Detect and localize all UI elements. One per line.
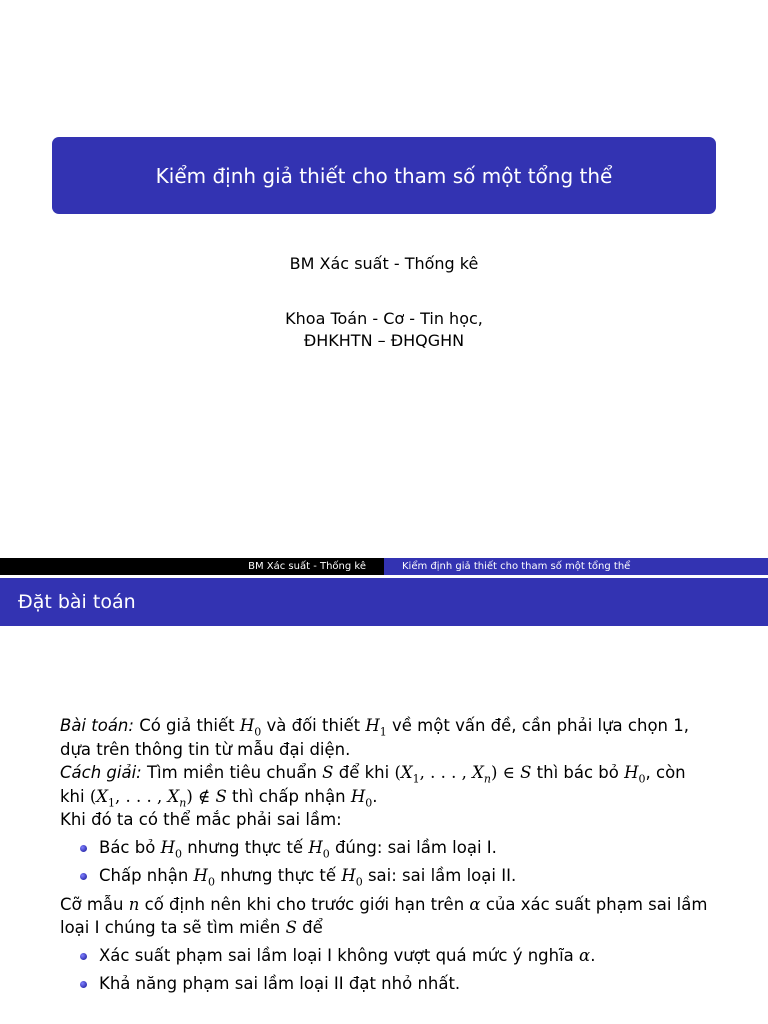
math-s: S: [322, 763, 334, 782]
footer-title: Kiểm định giả thiết cho tham số một tổng thể: [384, 558, 768, 575]
math-h0: $H_0$: [193, 866, 215, 889]
text-run: cố định nên khi cho trước giới hạn trên: [139, 894, 470, 914]
list-item: [80, 972, 740, 996]
math-h0: $H_0$: [239, 716, 262, 739]
text-run: Khả năng phạm sai lầm loại II đạt nhỏ nhất.: [99, 974, 461, 993]
error-types-list: [60, 836, 740, 888]
text-run: để: [296, 918, 323, 937]
list-item: [80, 864, 740, 888]
frame-title-bar: [0, 578, 768, 626]
text-run: Tìm miền tiêu chuẩn: [141, 763, 323, 782]
text-run: của xác suất phạm sai lầm: [480, 894, 708, 914]
math-s: S: [285, 918, 297, 937]
math-h0: $H_0$: [341, 866, 363, 889]
text-run: loại I chúng ta sẽ tìm miền: [60, 918, 286, 937]
math-h1: $H_1$: [365, 716, 387, 739]
frame-title: Đặt bài toán: [18, 591, 136, 613]
text-run: thì bác bỏ: [531, 763, 625, 782]
text-run: Xác suất phạm sai lầm loại I không vượt quá mức ý nghĩa: [99, 945, 580, 965]
list-item: [80, 944, 740, 968]
text-run: .: [590, 945, 596, 965]
text-run: nhưng thực tế: [214, 866, 342, 885]
criteria-list: [60, 944, 740, 996]
errors-intro: Khi đó ta có thể mắc phải sai lầm:: [60, 810, 342, 829]
text-run: Bác bỏ: [99, 837, 161, 857]
math-alpha: α: [579, 945, 591, 965]
math-sample-in-s: ($X_1$, . . . , $X_n$) ∈ S: [394, 763, 532, 786]
department-name: BM Xác suất - Thống kê: [289, 254, 479, 273]
problem-paragraph: [60, 714, 740, 761]
text-run: đúng: sai lầm loại I.: [329, 837, 497, 857]
slide-title: Kiểm định giả thiết cho tham số một tổng thể: [155, 163, 613, 188]
text-run: .: [372, 786, 378, 806]
slide-body: [60, 714, 740, 1001]
solution-paragraph: [60, 761, 740, 808]
text-run: để khi: [333, 763, 395, 782]
math-sample-notin-s: ($X_1$, . . . , $X_n$) ∉ S: [89, 786, 227, 809]
faculty-line-2: ĐHKHTN – ĐHQGHN: [303, 331, 465, 350]
text-run: Có giả thiết: [133, 716, 240, 735]
solution-label: Cách giải:: [60, 763, 142, 782]
math-h0: $H_0$: [308, 837, 330, 860]
text-run: về một vấn đề, cần phải lựa chọn 1,: [386, 716, 689, 735]
list-item: [80, 836, 740, 860]
text-run: khi: [60, 786, 90, 806]
faculty-line-1: Khoa Toán - Cơ - Tin học,: [285, 309, 483, 328]
math-h0: $H_0$: [624, 763, 646, 786]
footer-bar: [0, 558, 768, 575]
footer-author: BM Xác suất - Thống kê: [0, 558, 384, 575]
math-h0: $H_0$: [350, 786, 373, 809]
slide-title-box: [52, 137, 716, 214]
text-run: dựa trên thông tin từ mẫu đại diện.: [60, 739, 351, 759]
text-run: thì chấp nhận: [226, 786, 351, 806]
text-run: , còn: [645, 763, 686, 782]
text-run: và đối thiết: [261, 716, 366, 735]
text-run: sai: sai lầm loại II.: [362, 866, 517, 885]
math-n: n: [128, 894, 140, 914]
math-h0: $H_0$: [160, 837, 182, 860]
text-run: nhưng thực tế: [181, 837, 309, 857]
problem-label: Bài toán:: [60, 716, 134, 735]
math-alpha: α: [469, 894, 481, 914]
text-run: Cỡ mẫu: [60, 894, 129, 914]
text-run: Chấp nhận: [99, 866, 194, 885]
sample-size-paragraph: [60, 893, 740, 940]
